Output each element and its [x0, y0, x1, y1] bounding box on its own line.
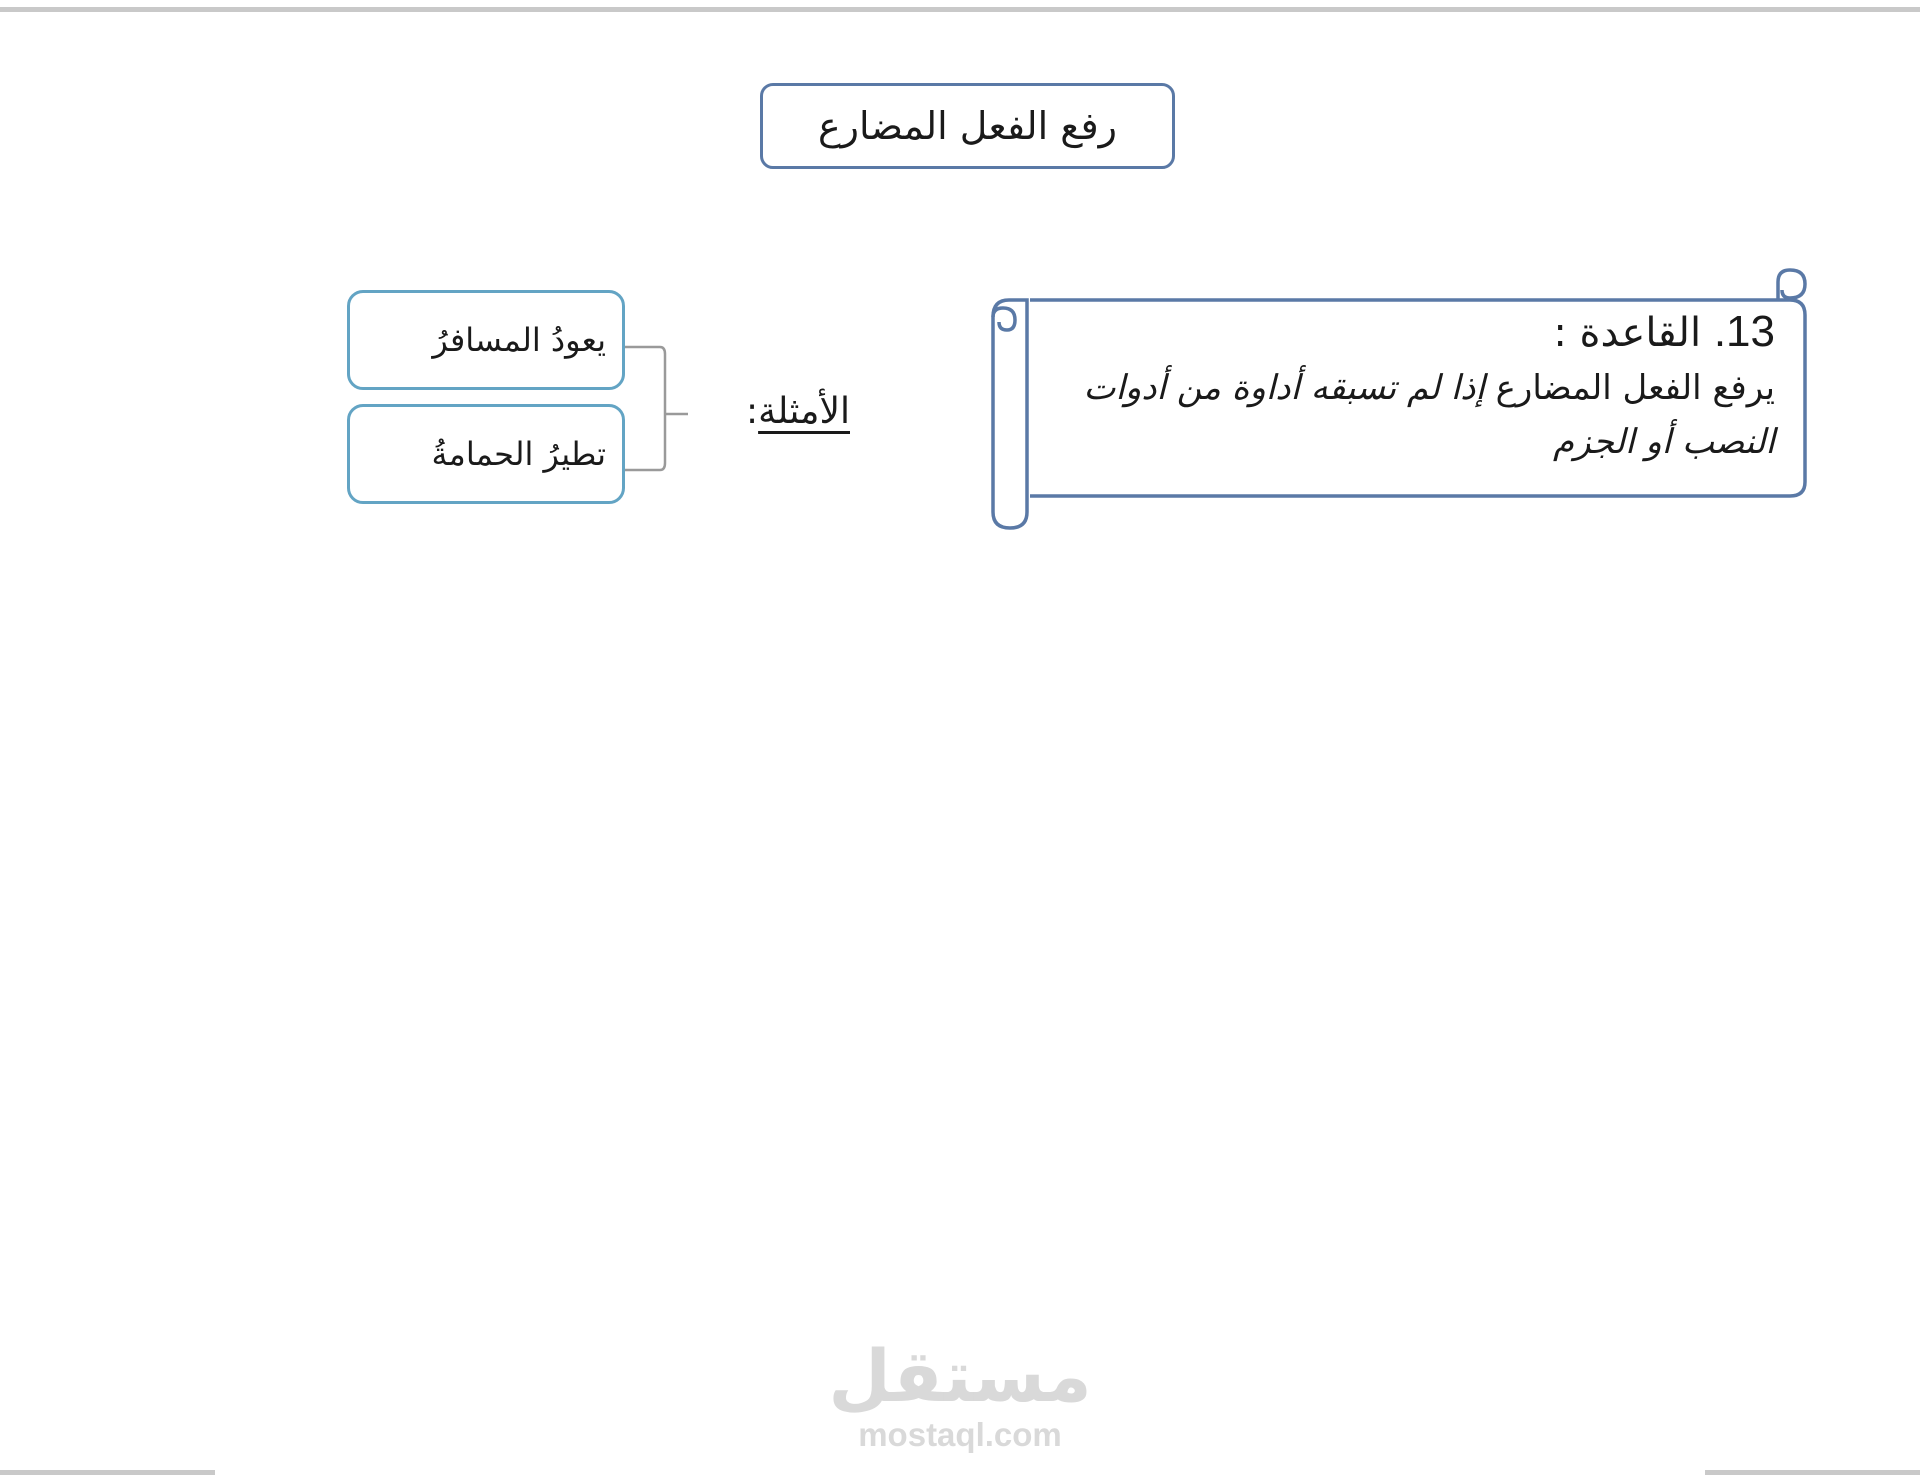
examples-label: [690, 382, 850, 440]
watermark-latin: mostaql.com: [858, 1416, 1062, 1453]
page-title: رفع الفعل المضارع: [760, 83, 1175, 169]
watermark: [828, 1334, 1092, 1455]
bottom-divider-right: [1705, 1470, 1920, 1475]
rule-body: [1060, 361, 1775, 469]
rule-text-block: [1060, 305, 1775, 485]
bottom-divider-left: [0, 1470, 215, 1475]
rule-lead: يرفع الفعل المضارع: [1495, 368, 1775, 408]
examples-bracket: [620, 330, 700, 490]
rule-label: القاعدة :: [1553, 310, 1702, 356]
example-box-1: يعودُ المسافرُ: [347, 290, 625, 390]
examples-colon: :: [745, 390, 759, 432]
rule-heading: [1060, 305, 1775, 361]
examples-heading: الأمثلة: [758, 390, 850, 432]
rule-number: 13.: [1713, 307, 1775, 356]
rule-condition: إذا لم تسبقه أداوة من أدوات النصب أو الجزم: [1083, 368, 1775, 462]
watermark-arabic: مستقل: [828, 1334, 1092, 1418]
top-divider: [0, 7, 1920, 12]
example-box-2: تطيرُ الحمامةُ: [347, 404, 625, 504]
